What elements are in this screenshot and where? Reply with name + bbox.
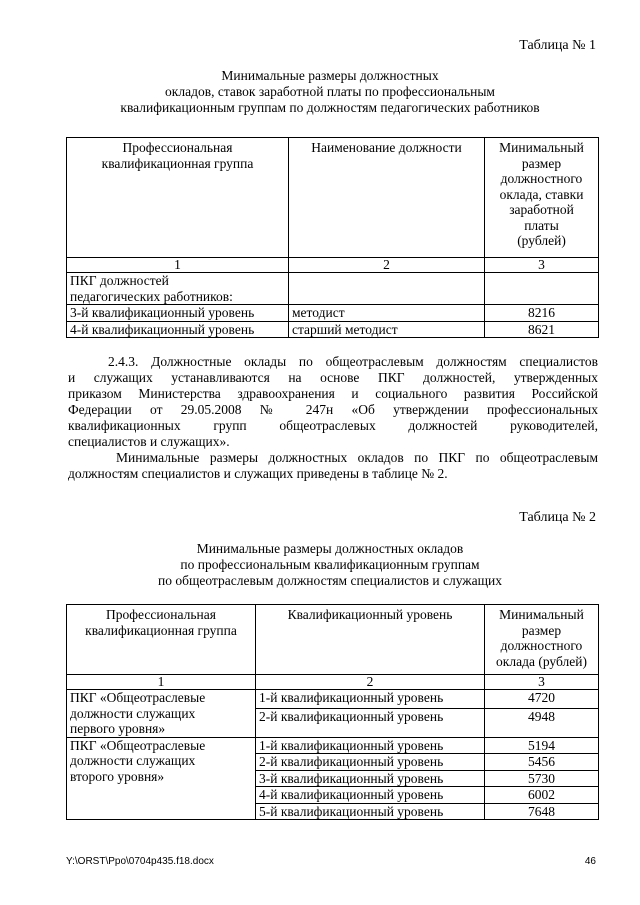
header-salary bbox=[485, 138, 599, 258]
header-line: квалификационная группа bbox=[85, 622, 237, 638]
group-name bbox=[67, 737, 256, 820]
table2-number-row bbox=[67, 675, 599, 690]
paragraph-line: приказом Министерства здравоохранения и социального развития Российской bbox=[68, 386, 598, 401]
group-line: педагогических работников: bbox=[70, 288, 233, 304]
table1-header-row bbox=[67, 138, 599, 258]
group-name bbox=[67, 690, 256, 738]
group-line: ПКГ должностей bbox=[70, 273, 169, 288]
header-line: квалификационная группа bbox=[101, 155, 254, 171]
salary-cell: 5194 bbox=[485, 737, 599, 754]
header-line: Минимальный bbox=[499, 140, 584, 155]
caption-line: по профессиональным квалификационным группам bbox=[180, 557, 480, 572]
group-line: ПКГ «Общеотраслевые bbox=[70, 737, 206, 753]
position-cell: старший методист bbox=[289, 321, 485, 338]
table1-label: Таблица № 1 bbox=[519, 38, 596, 53]
header-line: (рублей) bbox=[517, 233, 566, 248]
header-line: оклада (рублей) bbox=[496, 653, 587, 669]
salary-cell: 8216 bbox=[485, 305, 599, 322]
salary-cell: 6002 bbox=[485, 787, 599, 804]
table2 bbox=[66, 604, 599, 820]
col-number: 3 bbox=[485, 675, 599, 690]
col-number: 3 bbox=[485, 258, 599, 273]
group-line: второго уровня» bbox=[70, 768, 165, 784]
header-group bbox=[67, 138, 289, 258]
table1-caption bbox=[60, 68, 600, 116]
group-line: ПКГ «Общеотраслевые bbox=[70, 690, 206, 705]
header-line: Квалификационный уровень bbox=[287, 607, 453, 622]
empty-cell bbox=[485, 273, 599, 305]
col-number: 1 bbox=[67, 258, 289, 273]
level-cell: 2-й квалификационный уровень bbox=[256, 708, 485, 737]
table2-caption bbox=[60, 541, 600, 589]
table-row bbox=[67, 737, 599, 754]
table-row bbox=[67, 321, 599, 338]
empty-cell bbox=[289, 273, 485, 305]
level-cell: 5-й квалификационный уровень bbox=[256, 803, 485, 820]
level-cell: 4-й квалификационный уровень bbox=[256, 787, 485, 804]
col-number: 2 bbox=[289, 258, 485, 273]
level-cell: 1-й квалификационный уровень bbox=[256, 737, 485, 754]
paragraph-line: и служащих устанавливаются на основе ПКГ должностей, утвержденных bbox=[68, 370, 598, 385]
caption-line: квалификационным группам по должностям педагогических работников bbox=[120, 100, 540, 115]
paragraph-line: Федерации от 29.05.2008 № 247н «Об утверждении профессиональных bbox=[68, 402, 598, 417]
level-cell: 2-й квалификационный уровень bbox=[256, 754, 485, 771]
salary-cell: 5456 bbox=[485, 754, 599, 771]
header-line: Профессиональная bbox=[122, 140, 233, 155]
header-line: должностного bbox=[500, 171, 583, 186]
salary-cell: 5730 bbox=[485, 770, 599, 787]
position-cell: методист bbox=[289, 305, 485, 322]
header-level bbox=[256, 605, 485, 675]
group-name bbox=[67, 273, 289, 305]
table1-number-row bbox=[67, 258, 599, 273]
col-number: 1 bbox=[67, 675, 256, 690]
salary-cell: 7648 bbox=[485, 803, 599, 820]
table2-label: Таблица № 2 bbox=[519, 510, 596, 525]
table1-group-row bbox=[67, 273, 599, 305]
salary-cell: 4948 bbox=[485, 708, 599, 737]
caption-line: по общеотраслевым должностям специалистов и служащих bbox=[157, 573, 502, 588]
salary-cell: 4720 bbox=[485, 690, 599, 709]
header-line: Минимальный bbox=[499, 607, 584, 622]
level-cell: 3-й квалификационный уровень bbox=[67, 305, 289, 322]
group-line: первого уровня» bbox=[70, 721, 166, 736]
header-line: Наименование должности bbox=[311, 140, 462, 155]
table-row bbox=[67, 690, 599, 709]
group-line: должности служащих bbox=[70, 753, 196, 768]
level-cell: 1-й квалификационный уровень bbox=[256, 690, 485, 709]
level-cell: 3-й квалификационный уровень bbox=[256, 770, 485, 787]
header-line: должностного bbox=[500, 638, 583, 653]
header-line: заработной bbox=[509, 202, 574, 217]
header-salary bbox=[485, 605, 599, 675]
footer-file-path: Y:\ORST\Ppo\0704p435.f18.docx bbox=[66, 856, 214, 867]
paragraph-line: 2.4.3. Должностные оклады по общеотраслевым должностям специалистов bbox=[108, 354, 598, 369]
paragraph-line: должностям специалистов и служащих приведены в таблице № 2. bbox=[68, 466, 448, 481]
caption-line: Минимальные размеры должностных bbox=[221, 68, 439, 83]
paragraph-line: специалистов и служащих». bbox=[68, 434, 230, 449]
group-line: должности служащих bbox=[70, 705, 196, 721]
caption-line: окладов, ставок заработной платы по профессиональным bbox=[165, 84, 495, 99]
level-cell: 4-й квалификационный уровень bbox=[67, 321, 289, 338]
col-number: 2 bbox=[256, 675, 485, 690]
footer-page-number: 46 bbox=[584, 856, 596, 867]
paragraph-line: Минимальные размеры должностных окладов по ПКГ по общеотраслевым bbox=[116, 450, 598, 465]
header-line: Профессиональная bbox=[106, 607, 216, 622]
table2-header-row bbox=[67, 605, 599, 675]
header-line: оклада, ставки bbox=[499, 186, 584, 202]
header-line: размер bbox=[521, 155, 562, 171]
table-row bbox=[67, 305, 599, 322]
paragraph-2-4-3 bbox=[68, 354, 598, 482]
salary-cell: 8621 bbox=[485, 321, 599, 338]
table1 bbox=[66, 137, 599, 338]
caption-line: Минимальные размеры должностных окладов bbox=[196, 541, 464, 556]
header-line: размер bbox=[521, 622, 562, 638]
header-group bbox=[67, 605, 256, 675]
header-line: платы bbox=[524, 217, 559, 233]
header-position bbox=[289, 138, 485, 258]
paragraph-line: квалификационных групп общеотраслевых должностей руководителей, bbox=[68, 418, 598, 433]
